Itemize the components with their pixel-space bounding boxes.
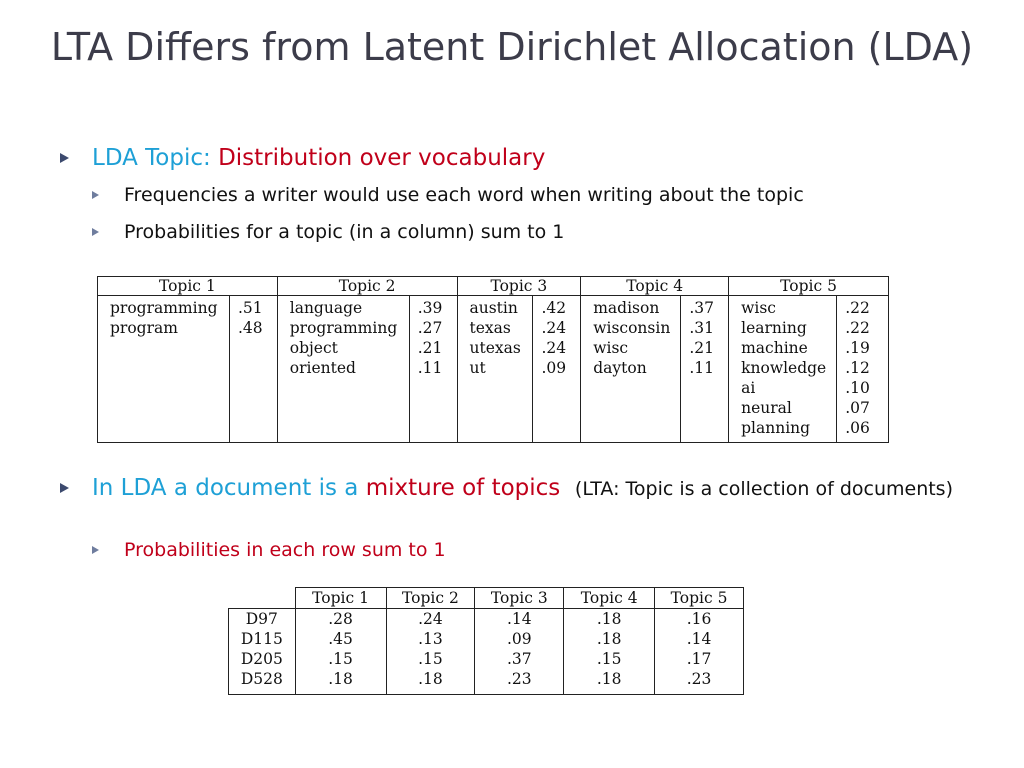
doc-prob: .37 (506, 650, 532, 668)
topic-prob: .11 (417, 359, 443, 377)
doc-table-header-row (229, 588, 744, 609)
doc-prob: .14 (506, 610, 532, 628)
topic-word: learning (741, 319, 807, 337)
topic-prob: .31 (689, 319, 714, 337)
bullet-lda-topic (60, 143, 992, 173)
topic-word: utexas (469, 339, 521, 357)
topic-word: program (110, 319, 178, 337)
topic-word: neural (741, 399, 792, 417)
topic-prob: .10 (845, 379, 870, 397)
topic-word: wisconsin (593, 319, 671, 337)
bullet-lda-topic-highlight: Distribution over vocabulary (218, 145, 546, 171)
topic-prob: .22 (845, 299, 870, 317)
doc-prob: .15 (596, 650, 622, 668)
sub-bullet-arrow-icon (92, 191, 99, 199)
doc-table-corner (229, 588, 296, 609)
topic-4-probs (681, 296, 729, 443)
doc-id: D97 (245, 610, 278, 628)
doc-prob: .15 (418, 650, 443, 668)
topic-word: texas (469, 319, 511, 337)
topic-prob: .24 (541, 319, 567, 337)
topic-word: knowledge (741, 359, 827, 377)
sub-bullet-column-sum (92, 219, 1024, 245)
sub-bullet-column-sum-text: Probabilities for a topic (in a column) sum to 1 (124, 221, 565, 243)
doc-prob: .14 (686, 630, 712, 648)
topic-prob: .07 (845, 399, 870, 417)
doc-prob: .18 (596, 610, 622, 628)
doc-id: D115 (240, 630, 283, 648)
doc-topic-header: Topic 5 (655, 588, 744, 609)
topic-word: object (289, 339, 338, 357)
topic-word: austin (469, 299, 518, 317)
doc-topic-header: Topic 1 (295, 588, 386, 609)
doc-topic-header: Topic 4 (564, 588, 655, 609)
topic-word: madison (593, 299, 660, 317)
doc-topic-3-column (475, 609, 564, 695)
topic-prob: .19 (845, 339, 870, 357)
topic-word-table (97, 276, 889, 443)
topic-prob: .11 (689, 359, 714, 377)
doc-topic-4-column (564, 609, 655, 695)
topic-2-probs (409, 296, 457, 443)
doc-prob: .09 (506, 630, 532, 648)
doc-id-column (229, 609, 296, 695)
topic-3-probs (533, 296, 581, 443)
bullet-lda-document-note: (LTA: Topic is a collection of documents) (574, 478, 953, 500)
topic-word: ai (741, 379, 756, 397)
bullet-lda-topic-prefix: LDA Topic: (92, 145, 219, 171)
topic-5-words (729, 296, 837, 443)
topic-prob: .12 (845, 359, 870, 377)
bullet-lda-document-prefix: In LDA a document is a (92, 475, 366, 501)
topic-word: ut (469, 359, 486, 377)
doc-prob: .16 (686, 610, 712, 628)
topic-prob: .22 (845, 319, 870, 337)
topic-1-words (98, 296, 230, 443)
topic-table-body-row (98, 296, 889, 443)
topic-4-words (581, 296, 681, 443)
topic-word: oriented (289, 359, 356, 377)
doc-prob: .23 (506, 670, 532, 688)
topic-prob: .27 (417, 319, 443, 337)
topic-prob: .21 (689, 339, 714, 357)
topic-header: Topic 4 (581, 277, 729, 296)
doc-prob: .45 (328, 630, 353, 648)
topic-word: planning (741, 419, 811, 437)
doc-prob: .17 (686, 650, 712, 668)
topic-prob: .24 (541, 339, 567, 357)
topic-header: Topic 5 (729, 277, 889, 296)
topic-word: wisc (593, 339, 629, 357)
doc-prob: .13 (418, 630, 443, 648)
topic-prob: .37 (689, 299, 714, 317)
doc-prob: .18 (328, 670, 353, 688)
topic-word: machine (741, 339, 808, 357)
slide-title: LTA Differs from Latent Dirichlet Allocation (LDA) (50, 25, 974, 69)
topic-prob: .48 (237, 319, 263, 337)
topic-word: dayton (593, 359, 647, 377)
topic-prob: .42 (541, 299, 567, 317)
doc-table-body-row (229, 609, 744, 695)
doc-topic-1-column (295, 609, 386, 695)
topic-2-words (277, 296, 409, 443)
doc-prob: .18 (596, 670, 622, 688)
sub-bullet-arrow-icon (92, 228, 99, 236)
doc-prob: .23 (686, 670, 712, 688)
sub-bullet-arrow-icon (92, 546, 99, 554)
doc-topic-header: Topic 3 (475, 588, 564, 609)
doc-topic-5-column (655, 609, 744, 695)
doc-id: D205 (240, 650, 283, 668)
topic-header: Topic 2 (277, 277, 457, 296)
sub-bullet-row-sum-text: Probabilities in each row sum to 1 (124, 539, 446, 561)
topic-3-words (457, 296, 533, 443)
topic-header: Topic 3 (457, 277, 581, 296)
doc-prob: .18 (596, 630, 622, 648)
document-topic-table (228, 587, 744, 695)
topic-word: programming (110, 299, 218, 317)
topic-prob: .39 (417, 299, 443, 317)
doc-prob: .15 (328, 650, 353, 668)
sub-bullet-frequencies (92, 182, 1024, 208)
topic-5-probs (837, 296, 889, 443)
topic-prob: .51 (237, 299, 263, 317)
bullet-arrow-icon (60, 483, 69, 493)
topic-word: wisc (741, 299, 776, 317)
doc-topic-2-column (386, 609, 475, 695)
topic-prob: .21 (417, 339, 443, 357)
bullet-lda-document-highlight: mixture of topics (365, 475, 561, 501)
doc-prob: .18 (418, 670, 443, 688)
sub-bullet-row-sum (92, 537, 1024, 563)
doc-prob: .28 (328, 610, 353, 628)
topic-prob: .06 (845, 419, 870, 437)
doc-prob: .24 (418, 610, 443, 628)
bullet-lda-document (60, 473, 992, 504)
topic-word: language (289, 299, 363, 317)
doc-topic-header: Topic 2 (386, 588, 475, 609)
topic-1-probs (229, 296, 277, 443)
topic-header: Topic 1 (98, 277, 278, 296)
doc-id: D528 (240, 670, 283, 688)
topic-prob: .09 (541, 359, 567, 377)
sub-bullet-frequencies-text: Frequencies a writer would use each word when writing about the topic (124, 184, 804, 206)
topic-table-header-row (98, 277, 889, 296)
topic-word: programming (289, 319, 398, 337)
bullet-arrow-icon (60, 153, 69, 163)
